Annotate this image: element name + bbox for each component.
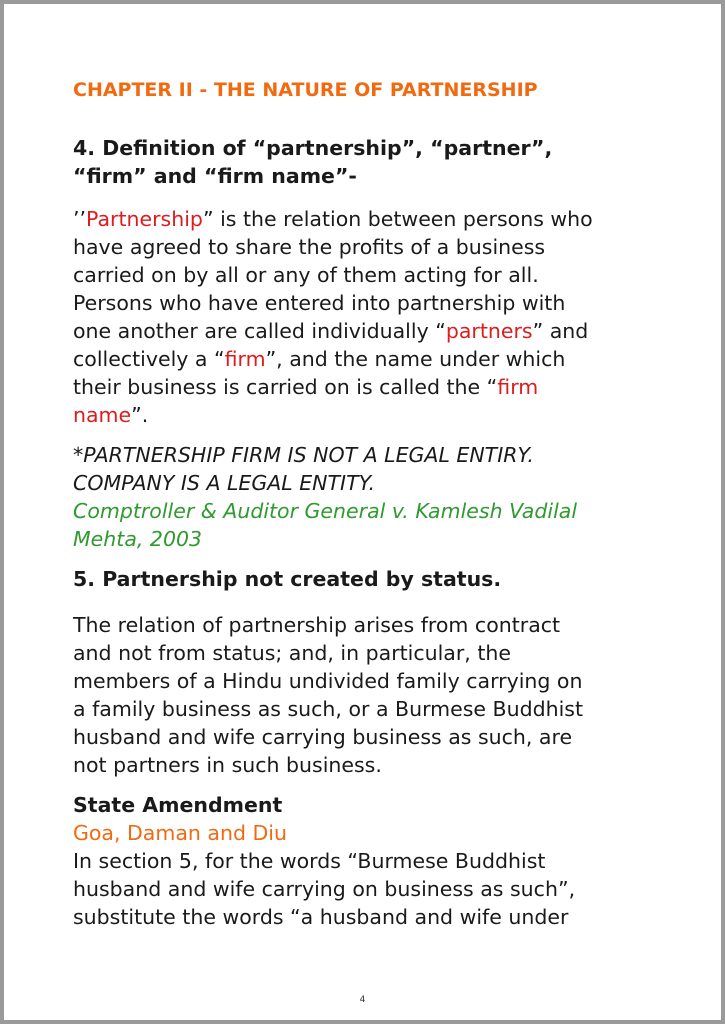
- page-number: 4: [359, 995, 366, 1005]
- definition-line: [73, 373, 538, 401]
- section-4-heading: [73, 134, 552, 190]
- state-amendment-state: Goa, Daman and Diu: [73, 821, 287, 845]
- definition-line: [73, 317, 588, 345]
- case-citation-line-2: Mehta, 2003: [73, 527, 203, 551]
- amendment-line: substitute the words “a husband and wife under: [73, 905, 569, 929]
- section-5-line: not partners in such business.: [73, 753, 382, 777]
- definition-line: [73, 345, 565, 373]
- definition-text: ”.: [131, 403, 149, 427]
- definition-line: carried on by all or any of them acting for all.: [73, 263, 539, 287]
- definition-text: collectively a “: [73, 347, 225, 371]
- quote-mark: ’’: [73, 207, 87, 231]
- legal-note-line-2: COMPANY IS A LEGAL ENTITY.: [73, 471, 375, 495]
- definition-text: their business is carried on is called the “: [73, 375, 498, 399]
- term-partners: partners: [445, 319, 533, 343]
- legal-note-line-1: *PARTNERSHIP FIRM IS NOT A LEGAL ENTIRY.: [73, 443, 534, 467]
- definition-line: [73, 205, 593, 233]
- section-4-heading-line-2: “firm” and “firm name”-: [73, 164, 357, 188]
- term-partnership: Partnership: [86, 207, 203, 231]
- definition-line: Persons who have entered into partnership with: [73, 291, 566, 315]
- term-firm-name: firm: [497, 375, 539, 399]
- section-4-heading-line-1: 4. Definition of “partnership”, “partner”,: [73, 136, 553, 160]
- document-page: [4, 4, 721, 1020]
- section-5-line: and not from status; and, in particular, the: [73, 641, 511, 665]
- term-firm: firm: [224, 347, 266, 371]
- state-amendment-heading: State Amendment: [73, 793, 283, 817]
- definition-text: ” is the relation between persons who: [202, 207, 593, 231]
- definition-text: ” and: [532, 319, 589, 343]
- definition-line: [73, 401, 148, 429]
- section-5-heading: 5. Partnership not created by status.: [73, 567, 502, 591]
- chapter-title: CHAPTER II - THE NATURE OF PARTNERSHIP: [73, 79, 538, 101]
- definition-text: ”, and the name under which: [265, 347, 566, 371]
- section-5-line: a family business as such, or a Burmese Buddhist: [73, 697, 584, 721]
- case-citation-line-1: Comptroller & Auditor General v. Kamlesh Vadilal: [73, 499, 578, 523]
- section-5-line: members of a Hindu undivided family carrying on: [73, 669, 583, 693]
- amendment-line: husband and wife carrying on business as such”,: [73, 877, 576, 901]
- definition-line: have agreed to share the profits of a business: [73, 235, 546, 259]
- term-firm-name: name: [73, 403, 132, 427]
- amendment-line: In section 5, for the words “Burmese Buddhist: [73, 849, 546, 873]
- section-5-line: husband and wife carrying business as such, are: [73, 725, 573, 749]
- section-5-line: The relation of partnership arises from contract: [73, 613, 561, 637]
- definition-text: one another are called individually “: [73, 319, 446, 343]
